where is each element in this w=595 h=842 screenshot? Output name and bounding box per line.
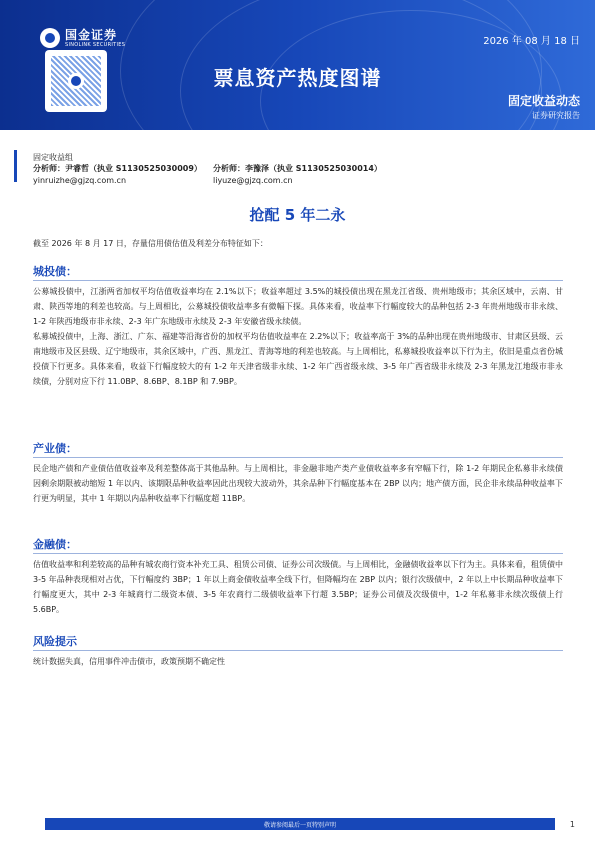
paragraph: 公募城投债中，江浙两省加权平均估值收益率均在 2.1%以下；收益率超过 3.5%的城投债出现在黑龙江省级、贵州地级市；其余区域中，云南、甘肃、陕西等地的利差也较高。与上周相比，公募城投债收益率多有微幅下探。具体来看，收益率下行幅度较大的品种包括 2-3 年贵州地级市非永续、1-2 年陕西地级市非永续、2-3 年广东地级市永续及 2-3 年安徽省级永续债。 bbox=[33, 287, 563, 326]
logo-name-cn: 国金证券 bbox=[65, 27, 118, 42]
section-divider bbox=[33, 280, 563, 281]
paragraph: 统计数据失真，信用事件冲击债市，政策预期不确定性 bbox=[33, 657, 225, 666]
analyst-1-email[interactable]: yinruizhe@gjzq.com.cn bbox=[33, 176, 127, 185]
analyst-2-name: 分析师：李豫泽（执业 S1130525030014） bbox=[213, 164, 382, 173]
header-banner bbox=[0, 0, 595, 130]
paragraph: 民企地产债和产业债估值收益率及利差整体高于其他品种。与上周相比，非金融非地产类产业债收益率多有窄幅下行，除 1-2 年期民企私募非永续债因剩余期限被动缩短 1 年以内、该期限品种收益率因此出现较大波动外，其余品种下行幅度基本在 2BP 以内；地产债方面，民企非永续品种收益率下行更为明显，其中 1 年期以内品种收益率下行幅度超 11BP。 bbox=[33, 464, 563, 503]
report-title: 票息资产热度图谱 bbox=[213, 66, 382, 90]
analyst-2-email[interactable]: liyuze@gjzq.com.cn bbox=[213, 176, 293, 185]
section-heading: 金融债： bbox=[33, 538, 77, 551]
section-industrial bbox=[33, 442, 563, 506]
section-heading: 风险提示 bbox=[33, 635, 77, 648]
section-divider bbox=[33, 650, 563, 651]
section-chengtou bbox=[33, 265, 563, 389]
paragraph: 估值收益率和利差较高的品种有城农商行资本补充工具、租赁公司债、证券公司次级债。与上周相比，金融债收益率以下行为主。具体来看，租赁债中 3-5 年品种表现相对占优，下行幅度约 3BP；1 年以上商金债收益率全线下行，但降幅均在 2BP 以内；银行次级债中，2 年以上中长期品种收益率下行幅度更大，其中 2-3 年城商行二级资本债、3-5 年农商行二级债收益率下行超 3.5BP；证券公司债及次级债中，1-2 年私募非永续次级债上行 5.6BP。 bbox=[33, 560, 563, 614]
section-risk bbox=[33, 635, 563, 669]
report-date: 2026 年 08 月 18 日 bbox=[483, 36, 580, 47]
logo-name-en: SINOLINK SECURITIES bbox=[65, 41, 126, 48]
section-financial bbox=[33, 538, 563, 617]
report-subcategory: 证券研究报告 bbox=[532, 111, 580, 120]
section-heading: 城投债： bbox=[33, 265, 77, 278]
research-group: 固定收益组 bbox=[33, 153, 73, 162]
report-category: 固定收益动态 bbox=[507, 94, 580, 108]
footer-disclaimer[interactable]: 敬请参阅最后一页特别声明 bbox=[263, 822, 336, 829]
logo-icon bbox=[40, 28, 60, 48]
intro-text: 截至 2026 年 8 月 17 日，存量信用债估值及利差分布特征如下： bbox=[33, 239, 268, 248]
analyst-1-name: 分析师：尹睿哲（执业 S1130525030009） bbox=[33, 164, 202, 173]
paragraph: 私募城投债中，上海、浙江、广东、福建等沿海省份的加权平均估值收益率在 2.2%以下；收益率高于 3%的品种出现在贵州地级市、甘肃区县级、云南地级市及区县级、辽宁地级市，其余区域中，广西、黑龙江、青海等地的利差也较高。与上周相比，私募城投收益率以下行为主，依旧是重点省份城投债下行更多。具体来看，收益下行幅度较大的有 1-2 年天津省级非永续、1-2 年广西省级永续、3-5 年广西省级非永续及 2-3 年黑龙江地级市非永续债，分别对应下行 11.0BP、8.6BP、8.1BP 和 7.9BP。 bbox=[33, 332, 563, 386]
section-heading: 产业债： bbox=[33, 442, 77, 455]
page-number: 1 bbox=[569, 820, 575, 829]
company-logo bbox=[40, 28, 125, 48]
headline: 抢配 5 年二永 bbox=[249, 206, 346, 224]
section-divider bbox=[33, 457, 563, 458]
analyst-block bbox=[33, 163, 573, 187]
side-marker bbox=[14, 150, 17, 182]
section-divider bbox=[33, 553, 563, 554]
